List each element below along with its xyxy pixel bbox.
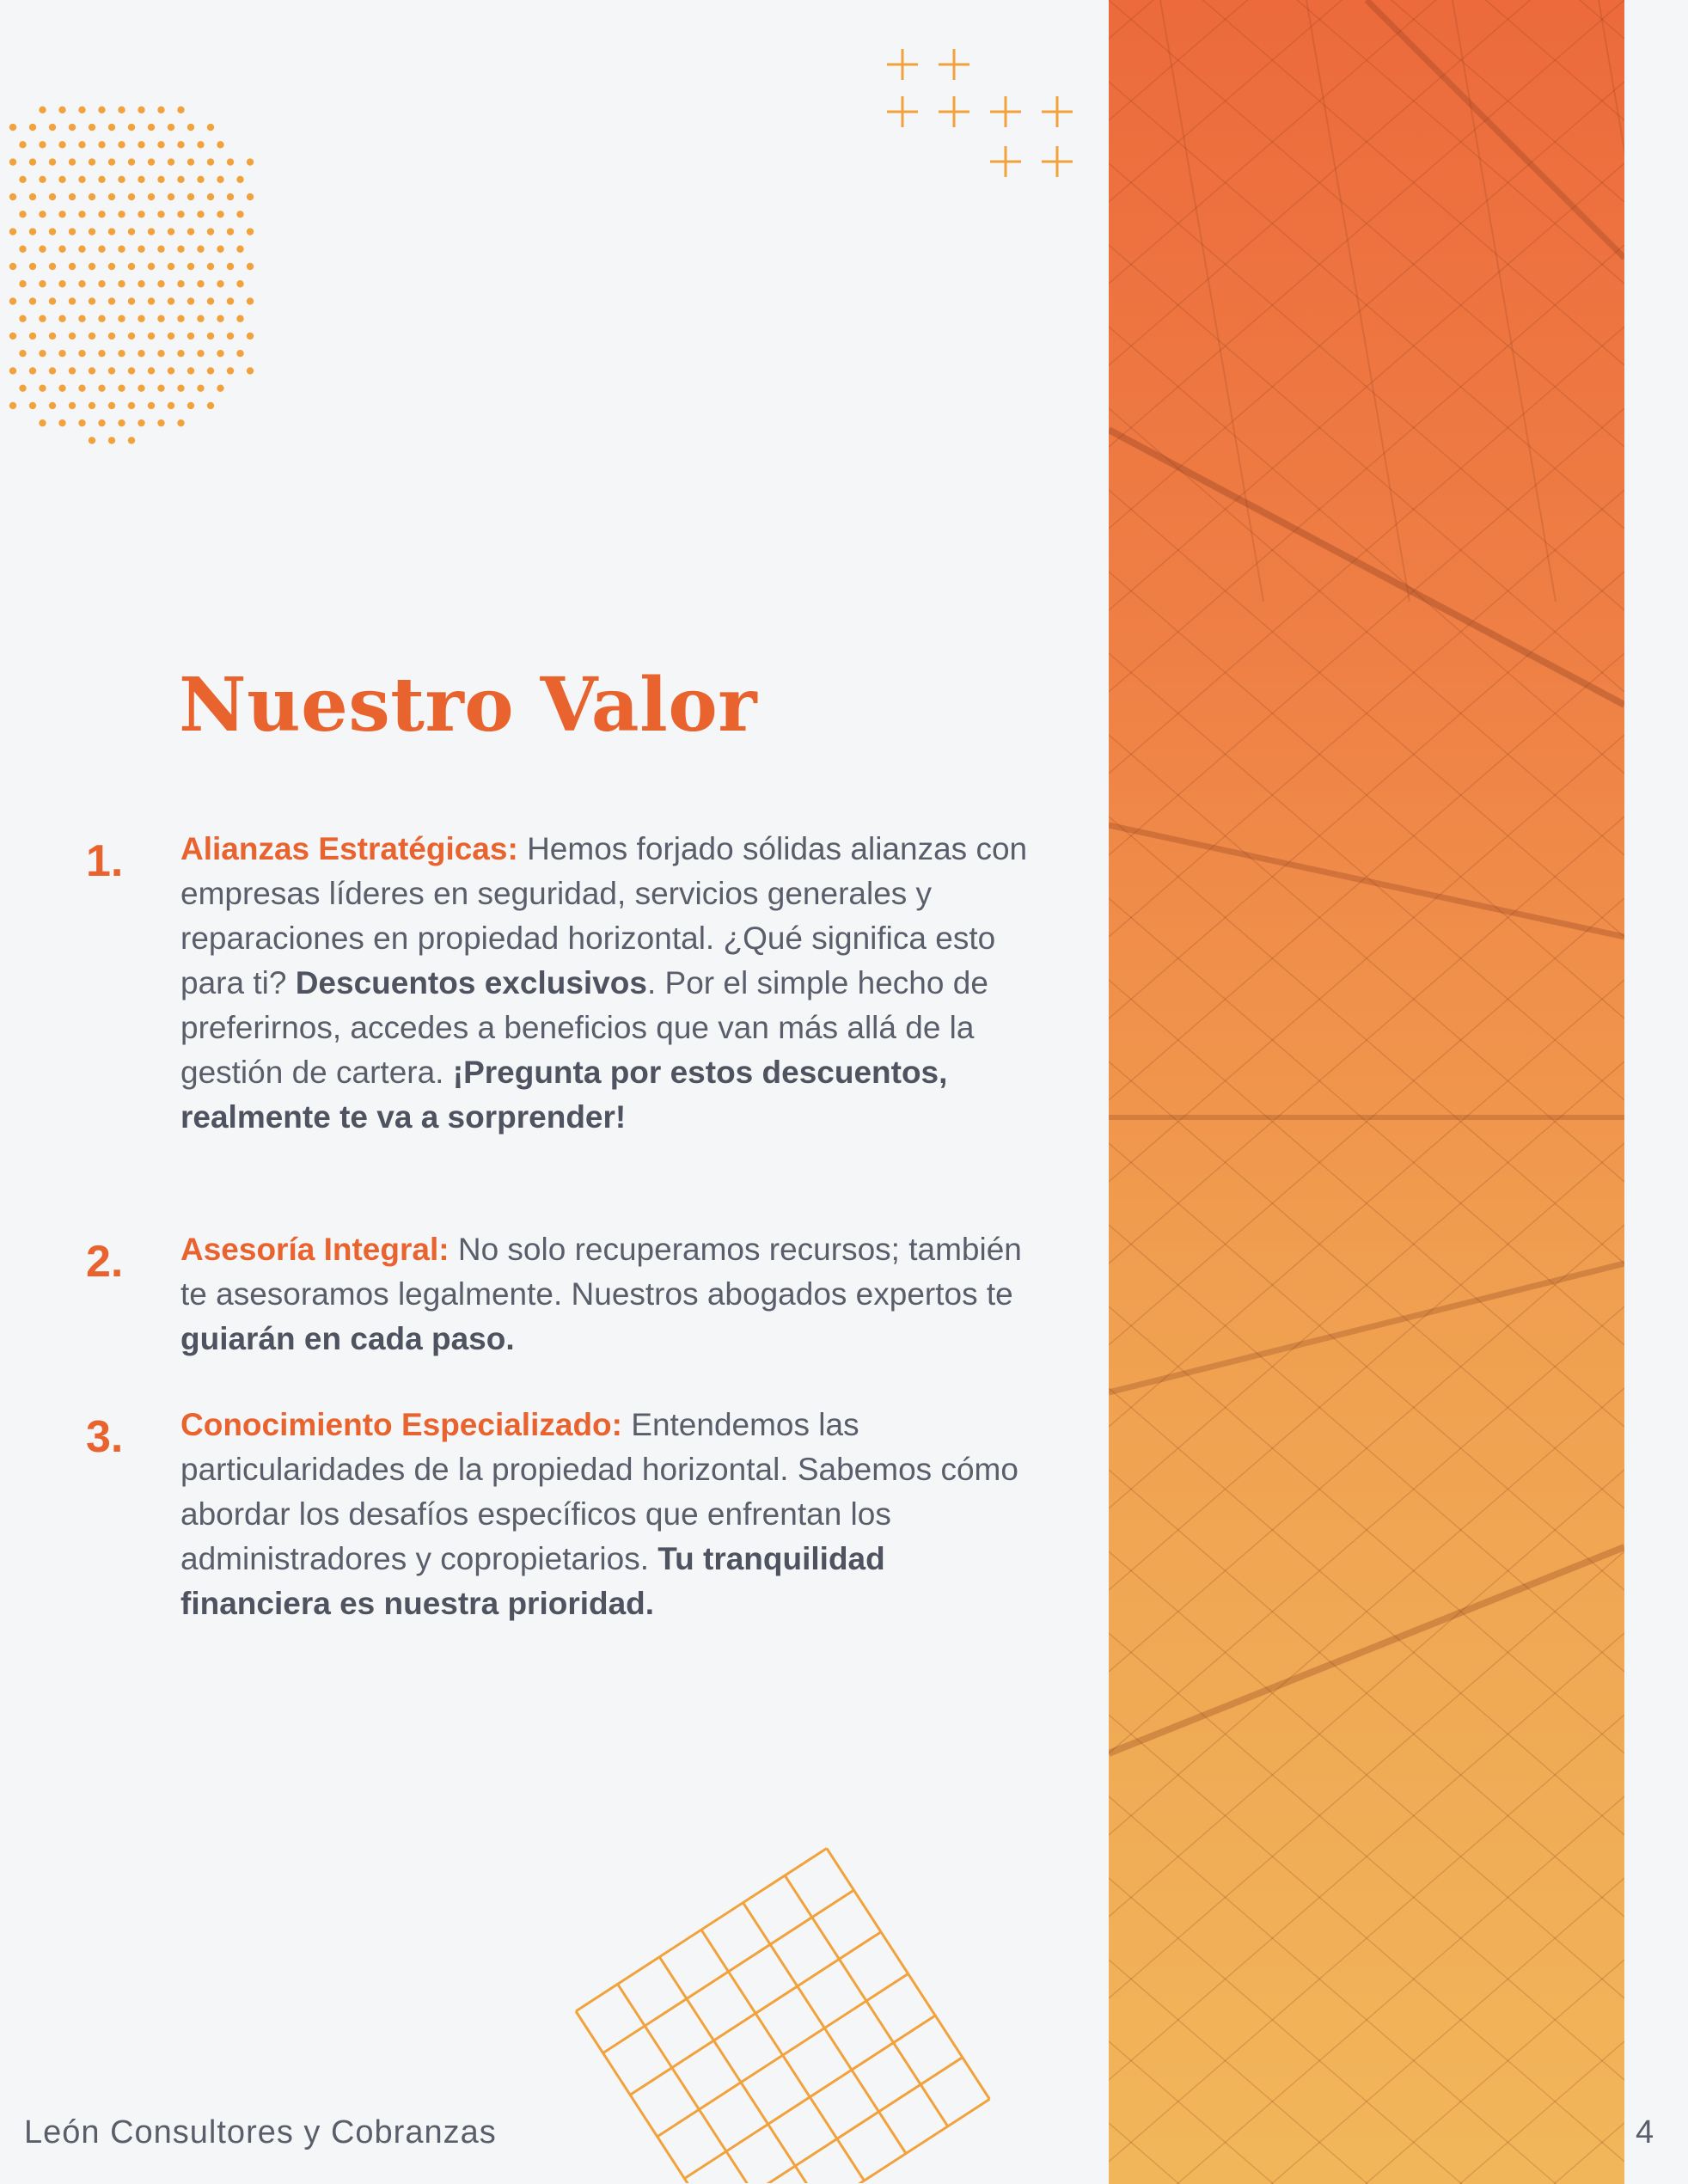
item-heading: Asesoría Integral: xyxy=(180,1232,450,1267)
item-description xyxy=(180,1403,1040,1626)
item-body: Entendemos las particularidades de la propiedad horizontal. Sabemos cómo abordar los desafíos específicos que enfrentan los administradores y copropietarios. xyxy=(180,1407,1018,1576)
item-number: 2. xyxy=(86,1237,124,1287)
page-number: 4 xyxy=(1636,2114,1654,2150)
grid-decoration xyxy=(550,1839,997,2183)
architecture-photo-panel xyxy=(1109,0,1624,2184)
page-title: Nuestro Valor xyxy=(179,662,757,749)
footer-company-name: León Consultores y Cobranzas xyxy=(24,2114,497,2150)
item-emphasis: Descuentos exclusivos xyxy=(295,965,647,1000)
item-emphasis: Tu tranquilidad financiera es nuestra prioridad. xyxy=(180,1541,885,1621)
item-description xyxy=(180,1227,1040,1361)
item-emphasis: guiarán en cada paso. xyxy=(180,1321,515,1356)
item-number: 3. xyxy=(86,1412,124,1462)
dot-pattern-decoration xyxy=(0,90,266,460)
item-body: Hemos forjado sólidas alianzas con empresas líderes en seguridad, servicios generales y reparaciones en propiedad horizontal. ¿Qué significa esto para ti? xyxy=(180,831,1028,1000)
item-heading: Conocimiento Especializado: xyxy=(180,1407,622,1442)
plus-signs-decoration xyxy=(877,43,1100,193)
item-heading: Alianzas Estratégicas: xyxy=(180,831,518,866)
glass-structure-pattern xyxy=(1109,0,1624,2184)
item-emphasis: ¡Pregunta por estos descuentos, realmente te va a sorprender! xyxy=(180,1055,948,1135)
item-body: No solo recuperamos recursos; también te asesoramos legalmente. Nuestros abogados expertos te xyxy=(180,1232,1022,1312)
item-number: 1. xyxy=(86,836,124,886)
item-body: . Por el simple hecho de preferirnos, accedes a beneficios que van más allá de la gestión de cartera. xyxy=(180,965,988,1090)
item-description xyxy=(180,827,1040,1140)
